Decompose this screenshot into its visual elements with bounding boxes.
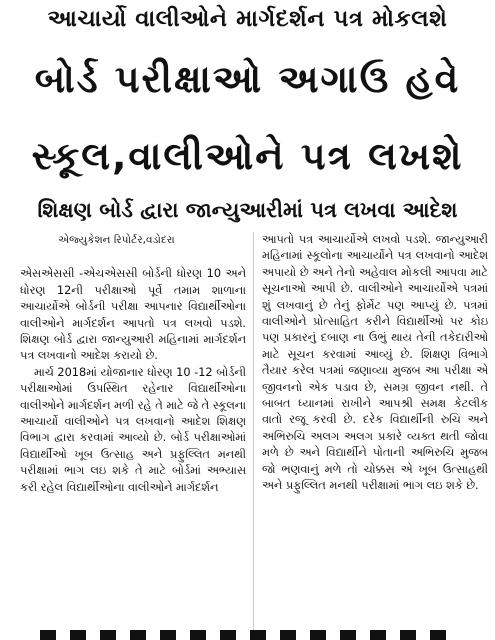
subheadline: શિક્ષણ બોર્ડ દ્વારા જાન્યુઆરીમાં પત્ર લખવા આદેશ (37, 198, 458, 222)
byline: એજ્યુકેશન રિપોર્ટર,વડોદરા (58, 234, 175, 246)
next-article-cutoff (0, 628, 495, 640)
headline-line-1: બોર્ડ પરીક્ષાઓ અગાઉ હવે (34, 57, 461, 101)
headline-line-2: સ્કૂલ,વાલીઓને પત્ર લખશે (31, 134, 464, 178)
article-kicker: આચાર્યો વાલીઓને માર્ગદર્શન પત્ર મોકલશે (47, 6, 448, 32)
article-column-right (262, 232, 488, 495)
article-column-left (20, 232, 246, 496)
article-paragraph: માર્ચ 2018માં યોજાનાર ધોરણ 10 -12 બોર્ડની પરીક્ષાઓમાં ઉપસ્થિત રહેનાર વિદ્યાર્થીઓના વાલીઓને માર્ગદર્શન મળી રહે તે માટે જે તે સ્કૂલના આચાર્યો વાલીઓને પત્ર લખવાનો આદેશ શિક્ષણ વિભાગ દ્વારા કરવામાં આવ્યો છે. બોર્ડ પરીક્ષાઓમાં વિદ્યાર્થીઓ ખૂબ ઉત્સાહ અને પ્રફુલ્લિત મનથી પરીક્ષામાં ભાગ લઇ શકે તે માટે બોર્ડમાં અભ્યાસ કરી રહેલ વિદ્યાર્થીઓના વાલીઓને માર્ગદર્શન (20, 365, 246, 494)
column-divider (253, 232, 254, 630)
article-paragraph: એસએસસી -એચએસસી બોર્ડની ધોરણ 10 અને ધોરણ 12ની પરીક્ષાઓ પૂર્વે તમામ શાળાના આચાર્યોએ બોર્ડની પરીક્ષા આપનાર વિદ્યાર્થીઓના વાલીઓને માર્ગદર્શન આપતો પત્ર લખવો પડશે. શિક્ષણ બોર્ડ દ્વારા જાન્યુઆરી મહિનામાં માર્ગદર્શન પત્ર લખવાનો આદેશ કરાયો છે. (20, 267, 246, 363)
article-paragraph: આપતો પત્ર આચાર્યોએ લખવો પડશે. જાન્યુઆરી મહિનામાં સ્કૂલોના આચાર્યોને પત્ર લખવાનો આદેશ અપાયો છે અને તેનો અહેવાલ મોકલી આપવા માટે સૂચનાઓ આપી છે. વાલીઓને આચાર્યોએ પત્રમાં શું લખવાનું છે તેનું ફોર્મેટ પણ આપ્યું છે. પત્રમાં વાલીઓને પ્રોત્સાહિત કરીને વિદ્યાર્થીઓ પર કોઇ પણ પ્રકારનું દબાણ ના ઉભું થાય તેની તકેદારીઓ માટે સૂચન કરવામાં આવ્યું છે. શિક્ષણ વિભાગે તૈયાર કરેલ પત્રમાં જણાવ્યા મુજબ આ પરીક્ષા એ જીવનનો એક પડાવ છે, સમગ્ર જીવન નથી. તે બાબત ધ્યાનમાં રાખીને આપશ્રી સમક્ષ કેટલીક વાતો રજૂ કરવી છે. દરેક વિદ્યાર્થીની રુચિ અને અભિરુચિ અલગ અલગ પ્રકારે વ્યક્ત થતી જોવા મળે છે અને વિદ્યાર્થીને પોતાની અભિરુચિ મુજબ જો ભણવાનું મળે તો ચોક્કસ એ ખૂબ ઉત્સાહથી અને પ્રફુલ્લિત મનથી પરીક્ષામાં ભાગ લઇ શકે છે. (262, 233, 488, 493)
